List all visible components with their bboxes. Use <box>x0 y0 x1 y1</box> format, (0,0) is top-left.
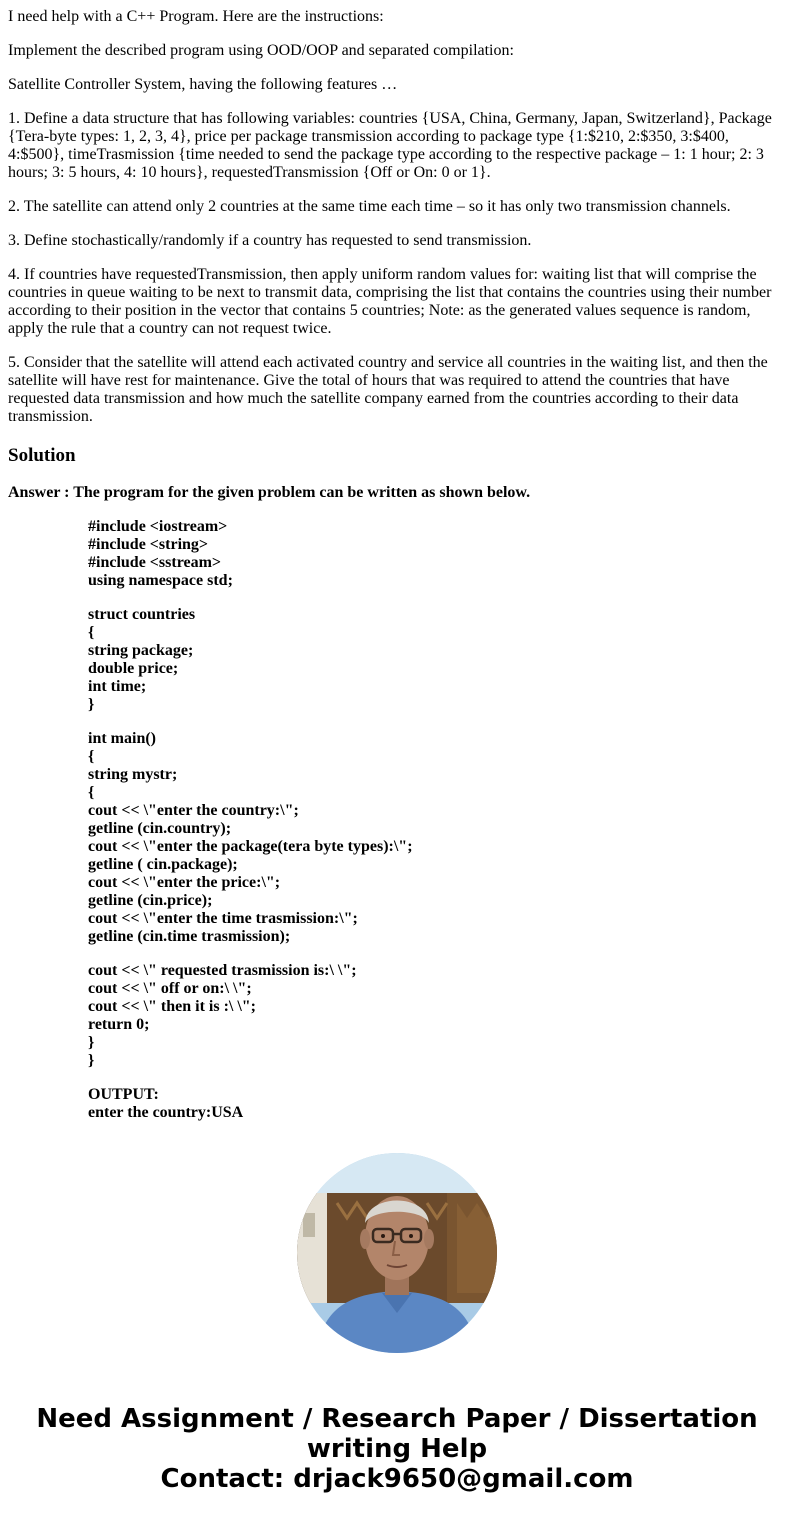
code-line: cout << \" requested trasmission is:\ \"; <box>88 962 357 979</box>
item-2: 2. The satellite can attend only 2 countries at the same time each time – so it has only two transmission channels. <box>8 198 731 215</box>
code-gap <box>88 590 413 606</box>
item-5: 5. Consider that the satellite will attend each activated country and service all countries in the waiting list, and then the satellite will have rest for maintenance. Give the total of hours that was required to attend the countries that have requested data transmission and how much the satellite company earned from the countries according to their data transmission. <box>8 354 768 425</box>
code-line: cout << \"enter the time trasmission:\"; <box>88 910 358 927</box>
code-line: cout << \"enter the price:\"; <box>88 874 281 891</box>
system-text: Satellite Controller System, having the following features … <box>8 76 398 93</box>
author-avatar <box>297 1153 497 1353</box>
code-line: #include <string> <box>88 536 209 553</box>
code-line: cout << \" off or on:\ \"; <box>88 980 252 997</box>
code-line: cout << \"enter the country:\"; <box>88 802 299 819</box>
item-1: 1. Define a data structure that has following variables: countries {USA, China, Germany, Japan, Switzerland}, Package {Tera-byte types: 1, 2, 3, 4}, price per package transmission according to package type {1:$210, 2:$350, 3:$400, 4:$500}, timeTrasmission {time needed to send the package type according to the respective package – 1: 1 hour; 2: 3 hours; 3: 5 hours, 4: 10 hours}, requestedTransmission {Off or On: 0 or 1}. <box>8 110 772 181</box>
code-line: string mystr; <box>88 766 178 783</box>
code-line: } <box>88 1052 95 1069</box>
footer-contact: Contact: drjack9650@gmail.com <box>160 1464 634 1494</box>
intro-text: I need help with a C++ Program. Here are the instructions: <box>8 8 384 25</box>
code-line: return 0; <box>88 1016 150 1033</box>
code-line: #include <sstream> <box>88 554 222 571</box>
item-4: 4. If countries have requestedTransmission, then apply uniform random values for: waiting list that will comprise the countries in queue waiting to be next to transmit data, comprising the list that contains the countries using their number according to their position in the vector that contains 5 countries; Note: as the generated values sequence is random, apply the rule that a country can not request twice. <box>8 266 772 337</box>
code-line: OUTPUT: <box>88 1086 159 1103</box>
answer-text: Answer : The program for the given problem can be written as shown below. <box>8 484 531 501</box>
footer-banner <box>0 1404 794 1494</box>
code-gap <box>88 1070 413 1086</box>
implement-text: Implement the described program using OOD/OOP and separated compilation: <box>8 42 514 59</box>
code-line: } <box>88 1034 95 1051</box>
code-line: #include <iostream> <box>88 518 228 535</box>
code-line: { <box>88 784 95 801</box>
code-line: struct countries <box>88 606 196 623</box>
code-line: int time; <box>88 678 147 695</box>
footer-line-1: Need Assignment / Research Paper / Dissertation <box>36 1404 758 1434</box>
code-gap <box>88 946 413 962</box>
code-line: getline (cin.time trasmission); <box>88 928 291 945</box>
code-line: string package; <box>88 642 194 659</box>
code-line: { <box>88 748 95 765</box>
solution-heading: Solution <box>8 445 76 466</box>
code-line: getline (cin.price); <box>88 892 213 909</box>
code-line: using namespace std; <box>88 572 233 589</box>
code-line: enter the country:USA <box>88 1104 244 1121</box>
code-line: int main() <box>88 730 156 747</box>
code-line: } <box>88 696 95 713</box>
code-gap <box>88 714 413 730</box>
footer-line-2: writing Help <box>306 1434 488 1464</box>
code-line: double price; <box>88 660 179 677</box>
code-line: getline ( cin.package); <box>88 856 238 873</box>
code-line: cout << \" then it is :\ \"; <box>88 998 256 1015</box>
code-listing <box>88 518 413 1122</box>
author-photo <box>297 1153 497 1353</box>
code-line: { <box>88 624 95 641</box>
code-line: cout << \"enter the package(tera byte types):\"; <box>88 838 413 855</box>
code-line: getline (cin.country); <box>88 820 232 837</box>
item-3: 3. Define stochastically/randomly if a country has requested to send transmission. <box>8 232 532 249</box>
